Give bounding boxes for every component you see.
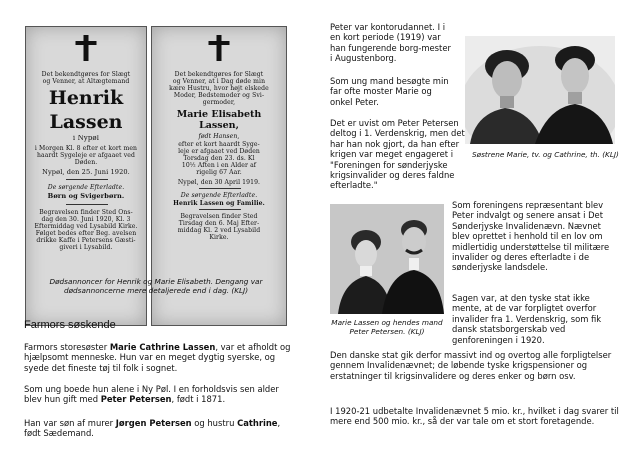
paragraph-war: Det er uvist om Peter Petersen deltog i 1. Verdenskrig, men det har han nok gjort, da han efter krigen var meget engageret i "Foreningen for sønderjyske krigsinvalider og deres faldne efterladte." — [330, 118, 465, 191]
couple-caption: Marie Lassen og hendes mand Peter Petersen. (KLJ) — [331, 318, 443, 336]
notice-line: Det bekendtgøres for Slægt — [41, 71, 131, 78]
notice-line: dag den 30. Juni 1920, Kl. 3 — [41, 216, 131, 223]
notice-line: Følget bedes efter Beg. avelsen — [35, 230, 137, 237]
notice-name: Marie Elisabeth — [176, 109, 262, 120]
notice-line: Det bekendtgøres for Slægt — [174, 71, 264, 78]
paragraph-payments: I 1920-21 udbetalte Invalidenævnet 5 mio. kr., hvilket i dag svarer til mere end 500 mio. kr., så der var tale om et stort foretagende. — [330, 406, 619, 427]
sisters-photo — [465, 36, 615, 144]
notices-caption: Dødsannoncer for Henrik og Marie Elisabeth. Dengang var dødsannoncerne mere detaljerede end i dag. (KLJ) — [49, 277, 263, 295]
paragraph-german-state: Sagen var, at den tyske stat ikke mente, at de var forpligtet overfor invalider fra 1. Verdenskrig, som fik dansk statsborgerskab ved genforeningen i 1920. — [452, 293, 602, 345]
notice-line: drikke Kaffe i Petersens Gæsti- — [36, 237, 136, 244]
notice-line: Begravelsen finder Sted Ons- — [39, 209, 133, 216]
notice-line: middag Kl. 2 ved Lysabild — [177, 227, 261, 234]
paragraph-marriage — [24, 384, 292, 405]
notice-line: Døden. — [74, 159, 98, 166]
sisters-caption: Søstrene Marie, tv. og Cathrine, th. (KLJ) — [472, 150, 619, 159]
notice-line: germoder, — [202, 99, 236, 106]
notice-line: Eftermiddag ved Lysabild Kirke. — [34, 223, 138, 230]
notice-line: 10½ Aften i en Alder af — [181, 162, 257, 169]
name-jorgen-petersen: Jørgen Petersen — [115, 418, 192, 428]
notice-line: i Morgen Kl. 8 efter et kort men — [34, 145, 138, 152]
text: og hustru — [191, 418, 238, 428]
notice-line: haardt Sygeleje er afgaaet ved — [37, 152, 135, 159]
notice-line: Nypøl, den 30 April 1919. — [177, 179, 261, 186]
paragraph-parents — [24, 418, 292, 439]
name-marie-cathrine: Marie Cathrine Lassen — [109, 342, 216, 352]
paragraph-representative: Som foreningens repræsentant blev Peter indvalgt og senere ansat i Det Sønderjyske Invalidenævn. Nævnet blev oprettet i henhold til en lov om midlertidig understøttelse til militære invalider og deres efterladte i de sønderjyske landsdele. — [452, 200, 610, 273]
notice-line: født Hansen, — [198, 133, 240, 140]
notice-line: efter et kort haardt Syge- — [178, 141, 260, 148]
notice-name-last: Lassen — [49, 111, 123, 133]
notice-line: Kirke. — [209, 234, 229, 241]
notice-name-first: Henrik — [48, 87, 124, 109]
notice-line: Nypøl, den 25. Juni 1920. — [42, 169, 130, 176]
text: Som ung boede hun alene i Ny Pøl. I en forholdsvis sen alder blev hun gift med — [24, 384, 279, 405]
notice-name-last: Lassen, — [199, 120, 239, 131]
paragraph-visits: Som ung mand besøgte min far ofte moster Marie og onkel Peter. — [330, 76, 449, 107]
cross-icon — [76, 35, 97, 61]
notice-line: og Venner, at Altægtemand — [42, 78, 130, 85]
notice-line: giveri i Lysabild. — [59, 244, 113, 251]
paragraph-kontoruddannet: Peter var kontorudannet. I i en kort periode (1919) var han fungerende borg-mester i Augustenborg. — [330, 22, 451, 64]
name-peter-petersen: Peter Petersen — [100, 394, 172, 405]
notice-line: i Nypøl — [72, 135, 100, 142]
section-title: Farmors søskende — [24, 319, 116, 331]
paragraph-danish-state: Den danske stat gik derfor massivt ind og overtog alle forpligtelser gennem Invalidenævnet; de løbende tyske krigspensioner og erstatninger til krigsinvalidere og deres enker og børn osv. — [330, 350, 612, 381]
notice-line: Tirsdag den 6. Maj Efter- — [178, 220, 260, 227]
notice-line: De sørgende Efterladte. — [47, 184, 125, 191]
paragraph-marie-cathrine — [24, 342, 292, 373]
notice-line: Torsdag den 23. ds. Kl — [183, 155, 255, 162]
text: Han var søn af murer — [24, 418, 116, 428]
notice-line: Moder, Bedstemoder og Svi- — [173, 92, 265, 99]
notice-line: Henrik Lassen og Familie. — [173, 200, 265, 207]
text: , var et afholdt og hjælpsomt menneske. Hun var en meget dygtig syerske, og syede det fineste tøj til folk i sognet. — [24, 342, 291, 373]
couple-photo — [330, 204, 444, 314]
notice-line: leje er afgaaet ved Døden — [178, 148, 260, 155]
notice-line: rigelig 67 Aar. — [196, 169, 242, 176]
cross-icon — [209, 35, 230, 61]
notice-line: kære Hustru, hvor højt elskede — [169, 85, 269, 92]
text: , født i 1871. — [171, 394, 226, 405]
notice-line: Børn og Svigerbørn. — [47, 193, 125, 200]
notice-line: Begravelsen finder Sted — [180, 213, 258, 220]
text: Farmors storesøster — [24, 342, 110, 352]
notice-line: De sørgende Efterladte. — [180, 192, 258, 199]
notice-line: og Venner, at i Dag døde min — [172, 78, 266, 85]
name-cathrine: Cathrine — [237, 418, 278, 428]
text: , født Sædemand. — [24, 418, 281, 439]
